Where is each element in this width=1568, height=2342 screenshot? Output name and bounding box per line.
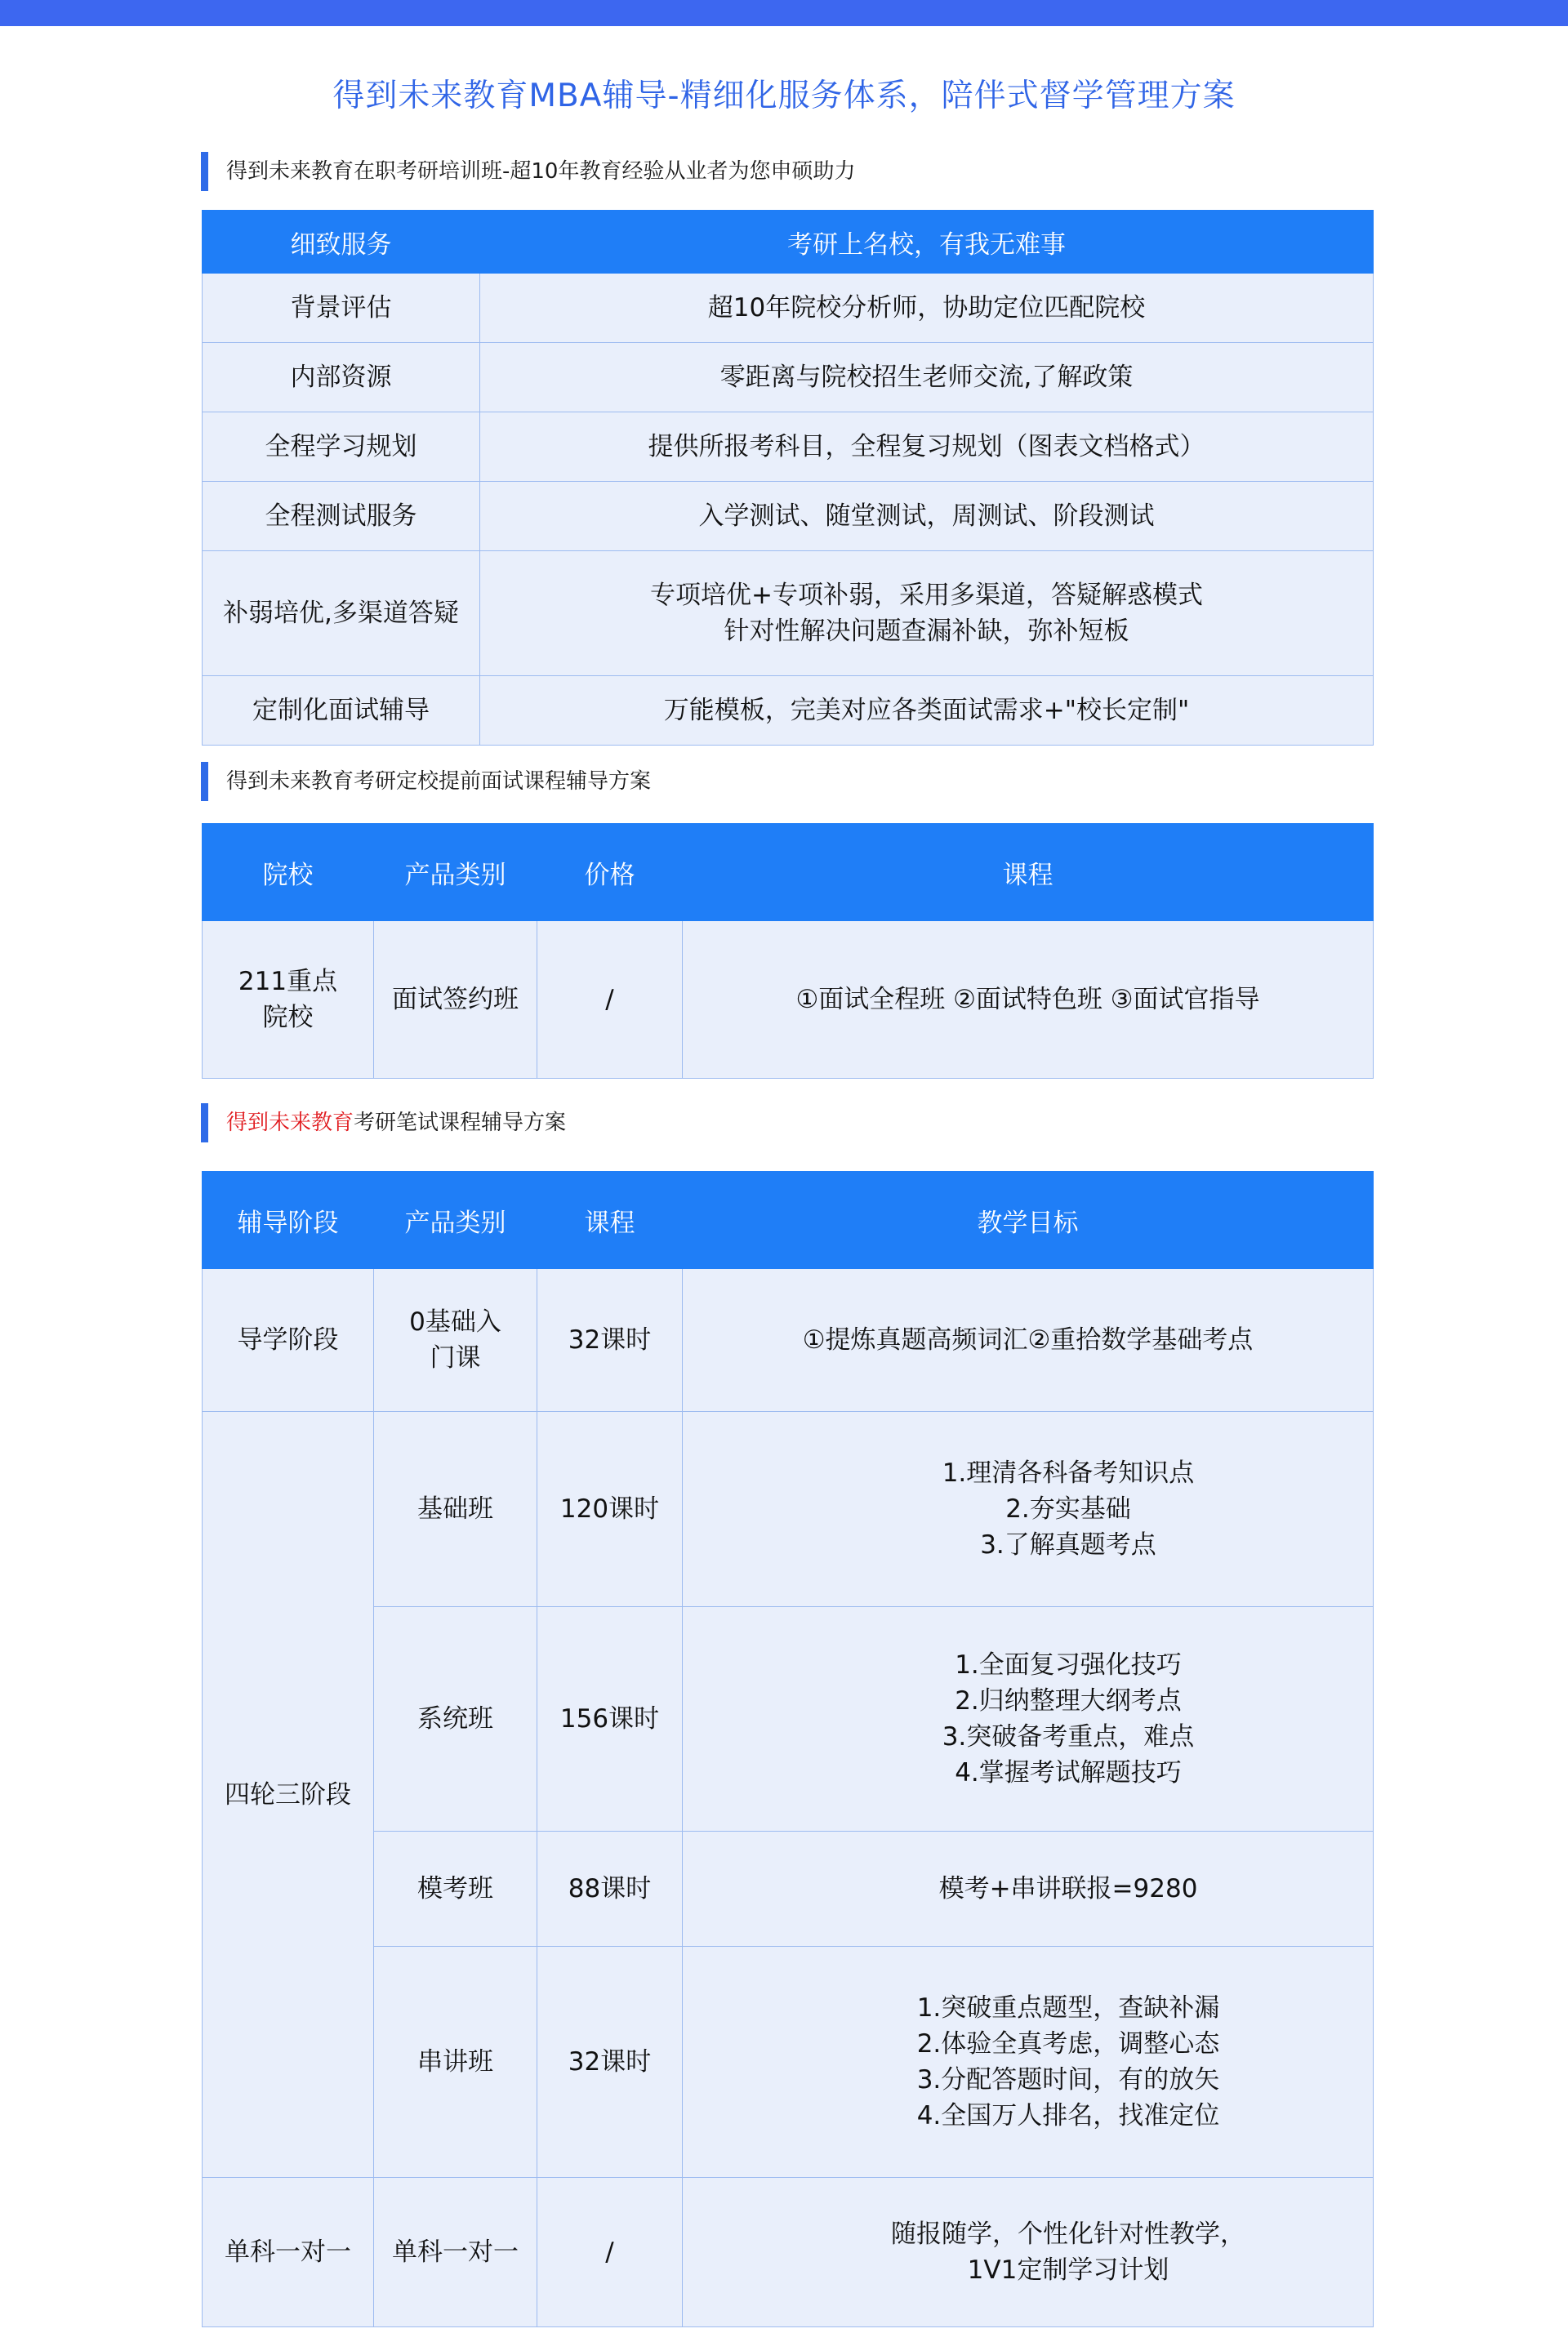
goals-cell (683, 1412, 1374, 1607)
hours-cell: 32课时 (537, 1947, 683, 2178)
goal-line: 2.夯实基础 (1005, 1494, 1131, 1524)
hours-cell: / (537, 2178, 683, 2327)
column-header: 产品类别 (374, 1172, 537, 1269)
service-name: 全程测试服务 (203, 482, 480, 551)
hours-cell: 32课时 (537, 1269, 683, 1412)
table-row (203, 1607, 1374, 1832)
service-desc: 零距离与院校招生老师交流,了解政策 (480, 343, 1374, 412)
table-row (203, 676, 1374, 746)
table-row (203, 343, 1374, 412)
category-cell: 单科一对一 (374, 2178, 537, 2327)
column-header: 产品类别 (374, 824, 537, 921)
stage-cell: 四轮三阶段 (203, 1412, 374, 2178)
table-row (203, 1269, 1374, 1412)
hours-cell: 156课时 (537, 1607, 683, 1832)
section-heading-written (201, 1103, 566, 1142)
category-cell: 基础班 (374, 1412, 537, 1607)
category-cell (374, 1269, 537, 1412)
stage-cell: 单科一对一 (203, 2178, 374, 2327)
table-row (203, 551, 1374, 676)
hours-cell: 88课时 (537, 1832, 683, 1947)
column-header: 课程 (537, 1172, 683, 1269)
table-row (203, 1412, 1374, 1607)
desc-line: 针对性解决问题查漏补缺，弥补短板 (724, 617, 1129, 646)
service-desc: 万能模板，完美对应各类面试需求+"校长定制" (480, 676, 1374, 746)
interview-table (202, 823, 1374, 1079)
table-row (203, 482, 1374, 551)
table-row (203, 274, 1374, 343)
category-line: 0基础入 (409, 1307, 501, 1337)
service-name: 全程学习规划 (203, 412, 480, 482)
goal-line: 4.掌握考试解题技巧 (955, 1758, 1182, 1788)
category-cell: 面试签约班 (374, 921, 537, 1079)
goals-cell: 模考+串讲联报=9280 (683, 1832, 1374, 1947)
column-header: 价格 (537, 824, 683, 921)
goal-line: 1.突破重点题型，查缺补漏 (916, 1993, 1220, 2023)
column-header: 院校 (203, 824, 374, 921)
service-desc: 提供所报考科目，全程复习规划（图表文档格式） (480, 412, 1374, 482)
service-desc: 入学测试、随堂测试，周测试、阶段测试 (480, 482, 1374, 551)
hours-cell: 120课时 (537, 1412, 683, 1607)
school-line: 211重点 (238, 967, 338, 996)
course-cell: ①面试全程班 ②面试特色班 ③面试官指导 (683, 921, 1374, 1079)
goals-cell (683, 1607, 1374, 1832)
table-row (203, 412, 1374, 482)
column-header: 课程 (683, 824, 1374, 921)
column-header: 考研上名校，有我无难事 (480, 211, 1374, 274)
price-cell: / (537, 921, 683, 1079)
top-accent-bar (0, 0, 1568, 26)
goals-cell (683, 1947, 1374, 2178)
table-header-row (203, 824, 1374, 921)
category-cell: 模考班 (374, 1832, 537, 1947)
service-name: 定制化面试辅导 (203, 676, 480, 746)
heading-brand-red: 得到未来教育 (226, 1111, 354, 1135)
table-row (203, 1832, 1374, 1947)
desc-line: 专项培优+专项补弱，采用多渠道，答疑解惑模式 (650, 581, 1203, 610)
school-cell (203, 921, 374, 1079)
service-name: 补弱培优,多渠道答疑 (203, 551, 480, 676)
table-row (203, 1947, 1374, 2178)
goal-line: 3.突破备考重点，难点 (942, 1722, 1195, 1752)
column-header: 教学目标 (683, 1172, 1374, 1269)
goal-line: 4.全国万人排名，找准定位 (916, 2101, 1220, 2131)
column-header: 辅导阶段 (203, 1172, 374, 1269)
service-name: 背景评估 (203, 274, 480, 343)
category-cell: 系统班 (374, 1607, 537, 1832)
column-header: 细致服务 (203, 211, 480, 274)
goal-line: 3.分配答题时间，有的放矢 (916, 2065, 1220, 2095)
table-row (203, 921, 1374, 1079)
goals-cell (683, 2178, 1374, 2327)
category-cell: 串讲班 (374, 1947, 537, 2178)
table-header-row (203, 1172, 1374, 1269)
goals-cell: ①提炼真题高频词汇②重拾数学基础考点 (683, 1269, 1374, 1412)
table-header-row (203, 211, 1374, 274)
goal-line: 3.了解真题考点 (980, 1530, 1156, 1560)
written-table (202, 1171, 1374, 2327)
goal-line: 2.体验全真考虑，调整心态 (916, 2029, 1220, 2059)
page-title: 得到未来教育MBA辅导-精细化服务体系，陪伴式督学管理方案 (332, 78, 1236, 114)
goal-line: 1.理清各科备考知识点 (942, 1458, 1195, 1488)
heading-rest: 考研笔试课程辅导方案 (354, 1111, 567, 1135)
service-desc: 超10年院校分析师，协助定位匹配院校 (480, 274, 1374, 343)
goal-line: 1V1定制学习计划 (967, 2255, 1169, 2285)
service-desc (480, 551, 1374, 676)
section-heading-interview: 得到未来教育考研定校提前面试课程辅导方案 (201, 762, 651, 801)
service-name: 内部资源 (203, 343, 480, 412)
section-heading-service: 得到未来教育在职考研培训班-超10年教育经验从业者为您申硕助力 (201, 152, 855, 191)
category-line: 门课 (430, 1343, 481, 1373)
goal-line: 随报随学，个性化针对性教学， (891, 2220, 1245, 2249)
school-line: 院校 (262, 1003, 314, 1032)
stage-cell: 导学阶段 (203, 1269, 374, 1412)
goal-line: 2.归纳整理大纲考点 (955, 1686, 1182, 1716)
goal-line: 1.全面复习强化技巧 (955, 1650, 1182, 1680)
table-row (203, 2178, 1374, 2327)
service-table (202, 210, 1374, 746)
